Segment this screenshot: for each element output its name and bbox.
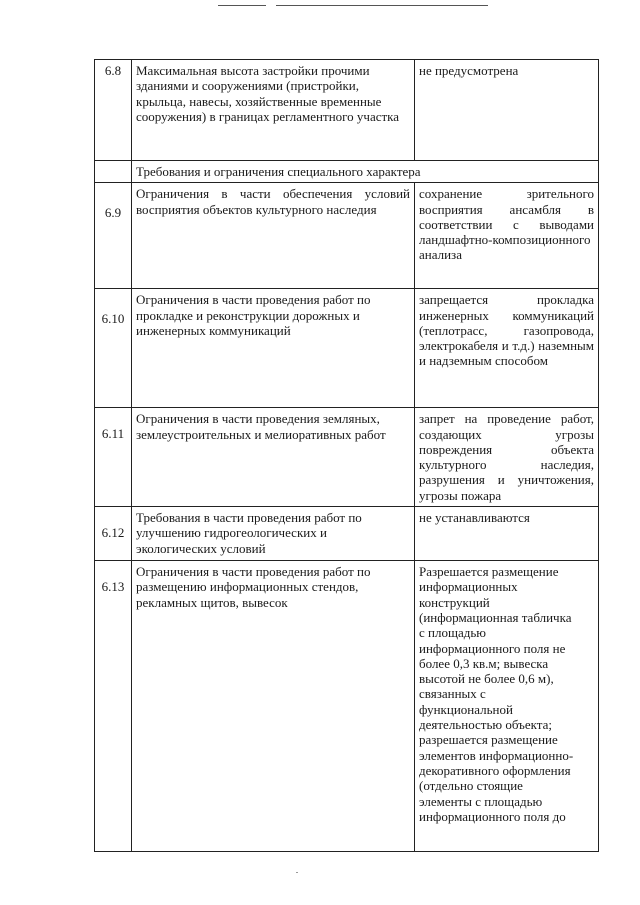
row-description: Требования в части проведения работ по улучшению гидрогеологических и экологических условий xyxy=(132,507,415,561)
row-description: Ограничения в части проведения работ по размещению информационных стендов, рекламных щитов, вывесок xyxy=(132,561,415,852)
row-description: Максимальная высота застройки прочими зданиями и сооружениями (пристройки, крыльца, навесы, хозяйственные временные сооружения) в границах регламентного участка xyxy=(132,60,415,161)
value-line: Разрешается размещение xyxy=(419,564,559,580)
row-value: запрет на проведение работ, создающих угрозы повреждения объекта культурного наследия, разрушения и уничтожения, угрозы пожара xyxy=(415,408,599,507)
table-row xyxy=(95,561,599,852)
section-title: Требования и ограничения специального характера xyxy=(132,161,599,183)
value-line: высотой не более 0,6 м), xyxy=(419,671,554,687)
value-line: информационного поля не xyxy=(419,640,566,656)
scan-speck xyxy=(296,872,298,873)
top-rule-left xyxy=(218,5,266,6)
value-line: декоративного оформления xyxy=(419,762,571,778)
table-row xyxy=(95,183,599,289)
value-line: более 0,3 кв.м; вывеска xyxy=(419,655,549,671)
row-number: 6.9 xyxy=(95,183,132,289)
row-description: Ограничения в части проведения земляных, землеустроительных и мелиоративных работ xyxy=(132,408,415,507)
row-value: запрещается прокладка инженерных коммуникаций (теплотрасс, газопровода, электрокабеля и т.д.) наземным и надземным способом xyxy=(415,289,599,408)
value-line: информационного поля до xyxy=(419,808,566,824)
value-line: с площадью xyxy=(419,625,486,641)
row-number: 6.10 xyxy=(95,289,132,408)
value-line: разрешается размещение xyxy=(419,732,558,748)
top-rule-right xyxy=(276,5,488,6)
row-number: 6.12 xyxy=(95,507,132,561)
row-value: не устанавливаются xyxy=(415,507,599,561)
value-line: (отдельно стоящие xyxy=(419,778,523,794)
table-row xyxy=(95,408,599,507)
value-line: функциональной xyxy=(419,701,513,717)
value-line: (информационная табличка xyxy=(419,609,572,625)
row-value: сохранение зрительного восприятия ансамбля в соответствии с выводами ландшафтно-композиционного анализа xyxy=(415,183,599,289)
value-line: элементы с площадью xyxy=(419,793,543,809)
row-number: 6.11 xyxy=(95,408,132,507)
table-row xyxy=(95,507,599,561)
row-number: 6.13 xyxy=(95,561,132,852)
row-value xyxy=(415,561,599,852)
table-row xyxy=(95,289,599,408)
table-row xyxy=(95,60,599,161)
value-line: деятельностью объекта; xyxy=(419,717,553,733)
section-header-row xyxy=(95,161,599,183)
row-value: не предусмотрена xyxy=(415,60,599,161)
value-line: элементов информационно- xyxy=(419,747,574,763)
row-number: 6.8 xyxy=(95,60,132,161)
regulations-table xyxy=(94,59,599,852)
row-description: Ограничения в части обеспечения условий восприятия объектов культурного наследия xyxy=(132,183,415,289)
value-line: информационных xyxy=(419,579,518,595)
value-line: связанных с xyxy=(419,686,486,702)
row-description: Ограничения в части проведения работ по прокладке и реконструкции дорожных и инженерных коммуникаций xyxy=(132,289,415,408)
value-line: конструкций xyxy=(419,594,490,610)
